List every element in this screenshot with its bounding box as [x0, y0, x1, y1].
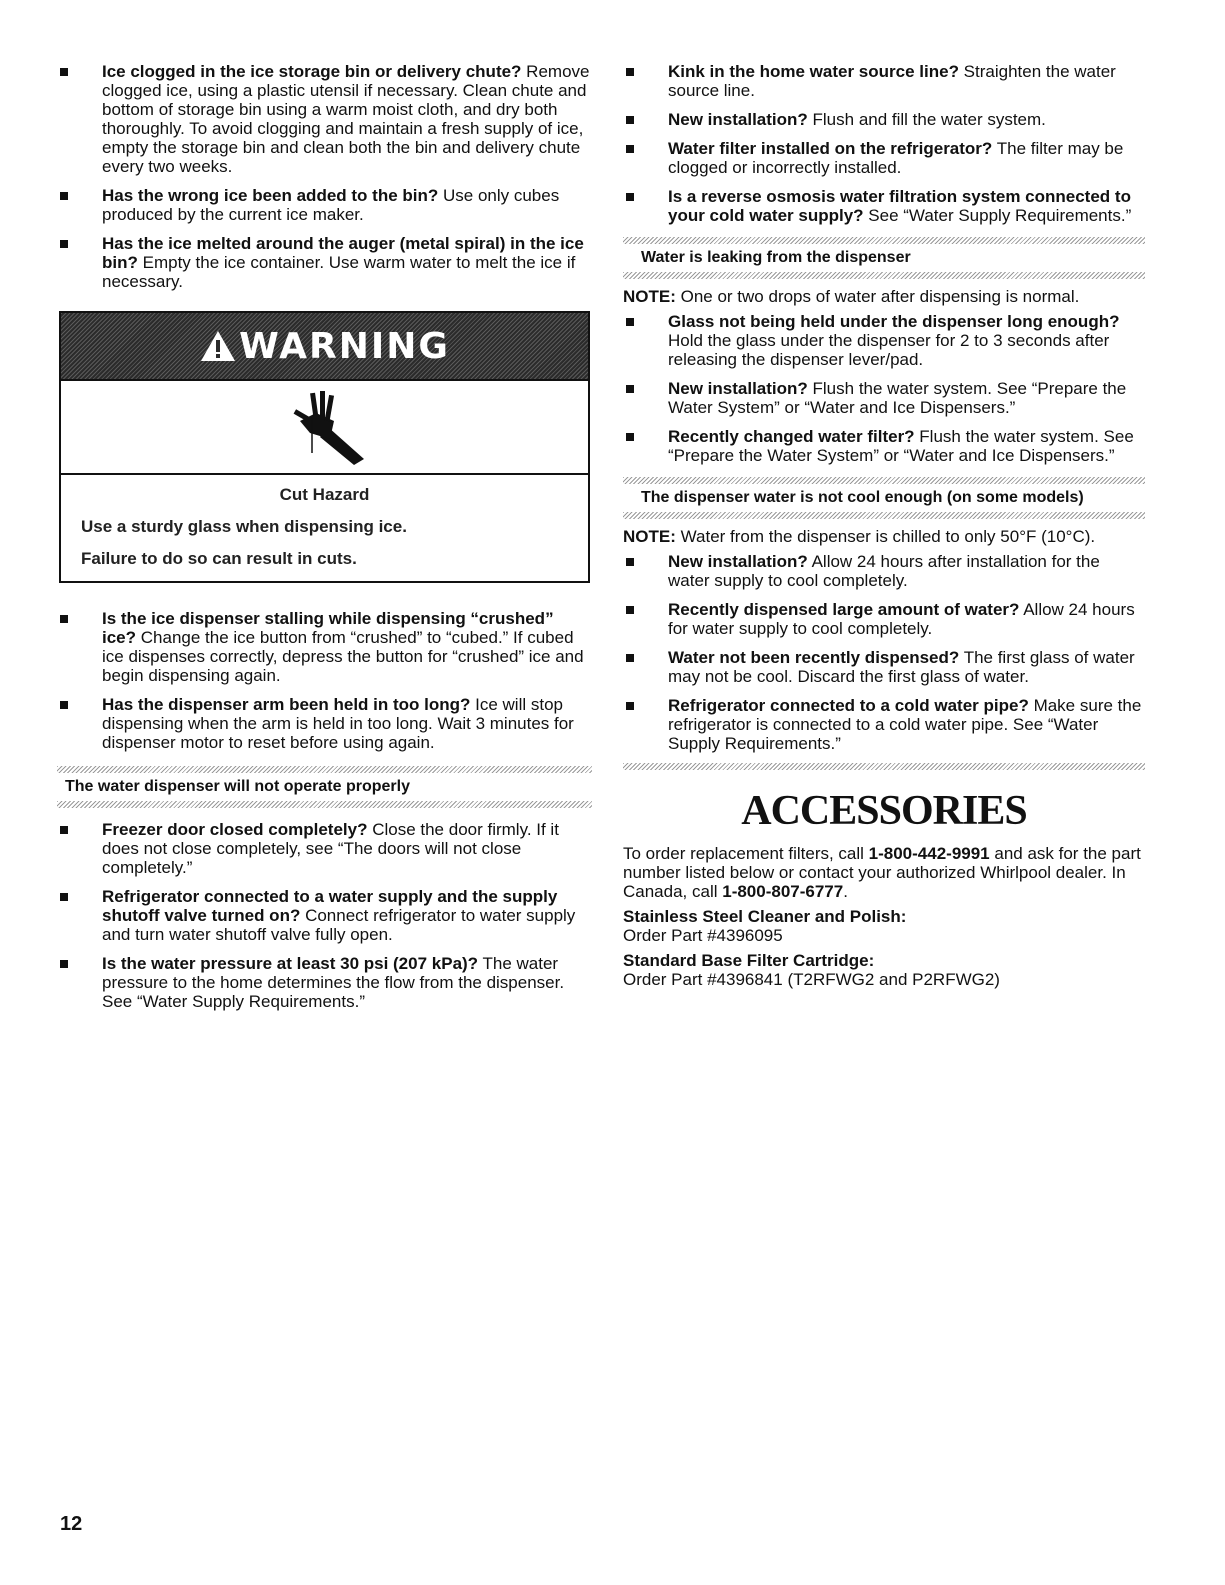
product-item [623, 951, 1145, 989]
list-item: Has the wrong ice been added to the bin? Use only cubes produced by the current ice maker. [57, 186, 592, 224]
product-item [623, 907, 1145, 945]
accessories-section [623, 788, 1145, 989]
warning-triangle-icon [199, 329, 237, 363]
note: NOTE: One or two drops of water after dispensing is normal. [623, 287, 1080, 306]
warning-title: WARNING [239, 325, 450, 367]
section-divider [623, 237, 1145, 244]
section-divider [623, 512, 1145, 519]
list-item: New installation? Allow 24 hours after installation for the water supply to cool completely. [623, 552, 1145, 590]
left-column [57, 62, 592, 1021]
list-item: New installation? Flush the water system. See “Prepare the Water System” or “Water and Ice Dispensers.” [623, 379, 1145, 417]
right-column [623, 62, 1145, 989]
section-divider [57, 766, 592, 773]
bullet-square-icon [626, 654, 634, 662]
list-item: Is a reverse osmosis water filtration system connected to your cold water supply? See “Water Supply Requirements.” [623, 187, 1145, 225]
list-item: Kink in the home water source line? Straighten the water source line. [623, 62, 1145, 100]
bullet-square-icon [626, 702, 634, 710]
bullet-square-icon [626, 433, 634, 441]
list-item: Refrigerator connected to a cold water pipe? Make sure the refrigerator is connected to a cold water pipe. See “Water Supply Requirements.” [623, 696, 1145, 753]
list-item: New installation? Flush and fill the water system. [623, 110, 1145, 129]
bullet-square-icon [626, 318, 634, 326]
bullet-square-icon [626, 558, 634, 566]
product-order-part: Order Part #4396841 (T2RFWG2 and P2RFWG2) [623, 970, 1000, 989]
note: NOTE: Water from the dispenser is chilled to only 50°F (10°C). [623, 527, 1096, 546]
bullet-square-icon [60, 826, 68, 834]
section-heading: The dispenser water is not cool enough (on some models) [641, 489, 1084, 506]
section-divider [623, 477, 1145, 484]
bullet-square-icon [626, 116, 634, 124]
list-item: Water filter installed on the refrigerator? The filter may be clogged or incorrectly installed. [623, 139, 1145, 177]
bullet-square-icon [626, 385, 634, 393]
bullet-square-icon [626, 68, 634, 76]
product-name: Stainless Steel Cleaner and Polish: [623, 907, 907, 926]
list-item: Water not been recently dispensed? The first glass of water may not be cool. Discard the first glass of water. [623, 648, 1145, 686]
list-item: Is the ice dispenser stalling while dispensing “crushed” ice? Change the ice button from “crushed” to “cubed.” If cubed ice dispenses correctly, depress the button for “crushed” ice and begin dispensing again. [57, 609, 592, 685]
bullet-square-icon [626, 606, 634, 614]
ice-bullet-list [57, 62, 592, 291]
list-item: Recently dispensed large amount of water? Allow 24 hours for water supply to cool completely. [623, 600, 1145, 638]
section-not-cool [623, 477, 1145, 770]
warning-instruction: Use a sturdy glass when dispensing ice. [81, 517, 407, 536]
list-item: Recently changed water filter? Flush the water system. See “Prepare the Water System” or “Water and Ice Dispensers.” [623, 427, 1145, 465]
list-item: Glass not being held under the dispenser long enough? Hold the glass under the dispenser for 2 to 3 seconds after releasing the dispenser lever/pad. [623, 312, 1145, 369]
cut-hazard-pictogram [61, 381, 588, 475]
section-divider [623, 763, 1145, 770]
bullet-square-icon [626, 145, 634, 153]
list-item: Is the water pressure at least 30 psi (207 kPa)? The water pressure to the home determines the flow from the dispenser. See “Water Supply Requirements.” [57, 954, 592, 1011]
list-item: Refrigerator connected to a water supply and the supply shutoff valve turned on? Connect refrigerator to water supply and turn water shutoff valve fully open. [57, 887, 592, 944]
phone-canada: 1-800-807-6777 [722, 882, 844, 901]
bullet-square-icon [626, 193, 634, 201]
bullet-square-icon [60, 893, 68, 901]
list-item: Has the dispenser arm been held in too long? Ice will stop dispensing when the arm is held in too long. Wait 3 minutes for dispenser motor to reset before using again. [57, 695, 592, 752]
list-item: Has the ice melted around the auger (metal spiral) in the ice bin? Empty the ice container. Use warm water to melt the ice if necessary. [57, 234, 592, 291]
bullet-square-icon [60, 68, 68, 76]
section-divider [57, 801, 592, 808]
hazard-title: Cut Hazard [279, 485, 370, 504]
phone-us: 1-800-442-9991 [868, 844, 990, 863]
section-leaking [623, 237, 1145, 465]
bullet-square-icon [60, 192, 68, 200]
list-item: Ice clogged in the ice storage bin or delivery chute? Remove clogged ice, using a plastic utensil if necessary. Clean chute and bottom of storage bin using a warm moist cloth, and dry both thoroughly. To avoid clogging and maintain a fresh supply of ice, empty the storage bin and clean both the bin and delivery chute every two weeks. [57, 62, 592, 176]
section-heading: Water is leaking from the dispenser [641, 249, 911, 266]
page-number: 12 [60, 1513, 83, 1535]
accessories-title: ACCESSORIES [741, 788, 1027, 834]
bullet-square-icon [60, 960, 68, 968]
section-heading: The water dispenser will not operate properly [65, 778, 410, 795]
warning-box [59, 311, 590, 583]
warning-header [61, 313, 588, 381]
product-name: Standard Base Filter Cartridge: [623, 951, 875, 970]
warning-consequence: Failure to do so can result in cuts. [81, 549, 357, 568]
water-source-bullet-list [623, 62, 1145, 225]
bullet-square-icon [60, 240, 68, 248]
accessories-intro: To order replacement filters, call 1-800-442-9991 and ask for the part number listed below or contact your authorized Whirlpool dealer. In Canada, call 1-800-807-6777. [623, 844, 1141, 901]
hand-cut-icon [280, 387, 370, 467]
list-item: Freezer door closed completely? Close the door firmly. If it does not close completely, see “The doors will not close completely.” [57, 820, 592, 877]
section-divider [623, 272, 1145, 279]
bullet-square-icon [60, 701, 68, 709]
product-order-part: Order Part #4396095 [623, 926, 783, 945]
section-water-dispenser [57, 766, 592, 1011]
dispenser-bullet-list [57, 609, 592, 752]
bullet-square-icon [60, 615, 68, 623]
